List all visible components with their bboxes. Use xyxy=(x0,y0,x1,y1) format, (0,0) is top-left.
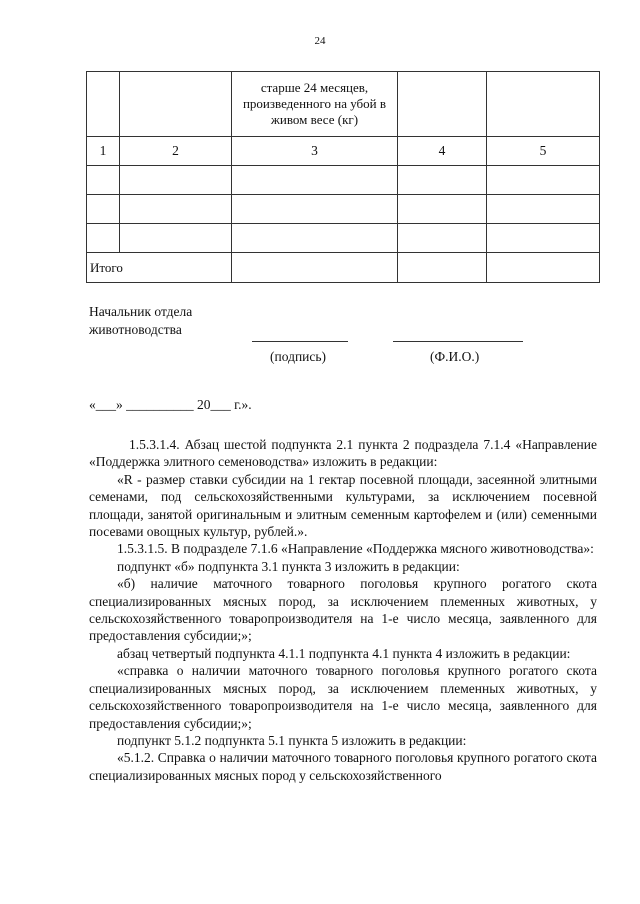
table-cell xyxy=(120,224,232,253)
table-cell xyxy=(487,253,600,283)
paragraph: «5.1.2. Справка о наличии маточного товарного поголовья крупного рогатого скота специализированных мясных пород у сельскохозяйственного xyxy=(89,750,597,783)
paragraph: 1.5.3.1.4. Абзац шестой подпункта 2.1 пункта 2 подраздела 7.1.4 «Направление «Поддержка элитного семеноводства» изложить в редакции: xyxy=(89,437,597,470)
signature-caption: (подпись) xyxy=(270,349,327,364)
paragraph: 1.5.3.1.5. В подразделе 7.1.6 «Направление «Поддержка мясного животноводства»: xyxy=(117,541,594,557)
table-cell xyxy=(87,195,120,224)
table-cell xyxy=(120,166,232,195)
paragraph: «R - размер ставки субсидии на 1 гектар посевной площади, засеянной элитными семенами, под сельскохозяйственными культурами, за исключением посевной площади, занятой оригинальным и элитным семенным картофелем и (или) семенными посевами овощных культур, рублей.». xyxy=(89,471,597,540)
table-cell xyxy=(232,253,398,283)
table-cell xyxy=(232,224,398,253)
table-row xyxy=(87,224,600,253)
col-number: 2 xyxy=(120,137,232,166)
table-cell xyxy=(398,253,487,283)
signature-line xyxy=(252,341,348,342)
col-number: 4 xyxy=(398,137,487,166)
table-header-row xyxy=(87,72,600,137)
table-cell xyxy=(398,166,487,195)
table-number-row xyxy=(87,137,600,166)
total-label: Итого xyxy=(87,253,232,283)
paragraph: «б) наличие маточного товарного поголовья крупного рогатого скота специализированных мясных пород, за исключением племенных животных, у сельскохозяйственного товаропроизводителя на 1-е число месяца, заявленного для предоставления субсидии;»; xyxy=(89,576,597,644)
col-number: 5 xyxy=(487,137,600,166)
table-row xyxy=(87,195,600,224)
paragraph: абзац четвертый подпункта 4.1.1 подпункта 4.1 пункта 4 изложить в редакции: xyxy=(117,645,571,661)
table-cell xyxy=(87,224,120,253)
position-title-line2: животноводства xyxy=(89,322,182,337)
table-cell xyxy=(487,195,600,224)
position-title-line1: Начальник отдела xyxy=(89,304,193,319)
table-cell xyxy=(487,224,600,253)
table-row xyxy=(87,166,600,195)
paragraph: подпункт 5.1.2 подпункта 5.1 пункта 5 изложить в редакции: xyxy=(117,732,467,748)
table-cell xyxy=(87,166,120,195)
data-table xyxy=(86,71,600,283)
name-caption: (Ф.И.О.) xyxy=(430,349,480,364)
page-number: 24 xyxy=(314,35,326,47)
table-cell xyxy=(487,166,600,195)
table-header-col3: старше 24 месяцев, произведенного на убой в живом весе (кг) xyxy=(232,72,398,137)
table-cell xyxy=(232,195,398,224)
date-line: «___» __________ 20___ г.». xyxy=(89,397,252,412)
paragraph: подпункт «б» подпункта 3.1 пункта 3 изложить в редакции: xyxy=(117,558,460,574)
col-number: 1 xyxy=(87,137,120,166)
name-line xyxy=(393,341,523,342)
table-cell xyxy=(398,72,487,137)
table-cell xyxy=(487,72,600,137)
table-cell xyxy=(398,195,487,224)
table-total-row xyxy=(87,253,600,283)
table-cell xyxy=(87,72,120,137)
table-cell xyxy=(398,224,487,253)
table-cell xyxy=(232,166,398,195)
table-cell xyxy=(120,195,232,224)
paragraph: «справка о наличии маточного товарного поголовья крупного рогатого скота специализированных мясных пород, за исключением племенных животных, у сельскохозяйственного товаропроизводителя на 1-е число месяца, заявленного для предоставления субсидии;»; xyxy=(89,663,597,731)
table-cell xyxy=(120,72,232,137)
body-text xyxy=(89,436,597,784)
col-number: 3 xyxy=(232,137,398,166)
